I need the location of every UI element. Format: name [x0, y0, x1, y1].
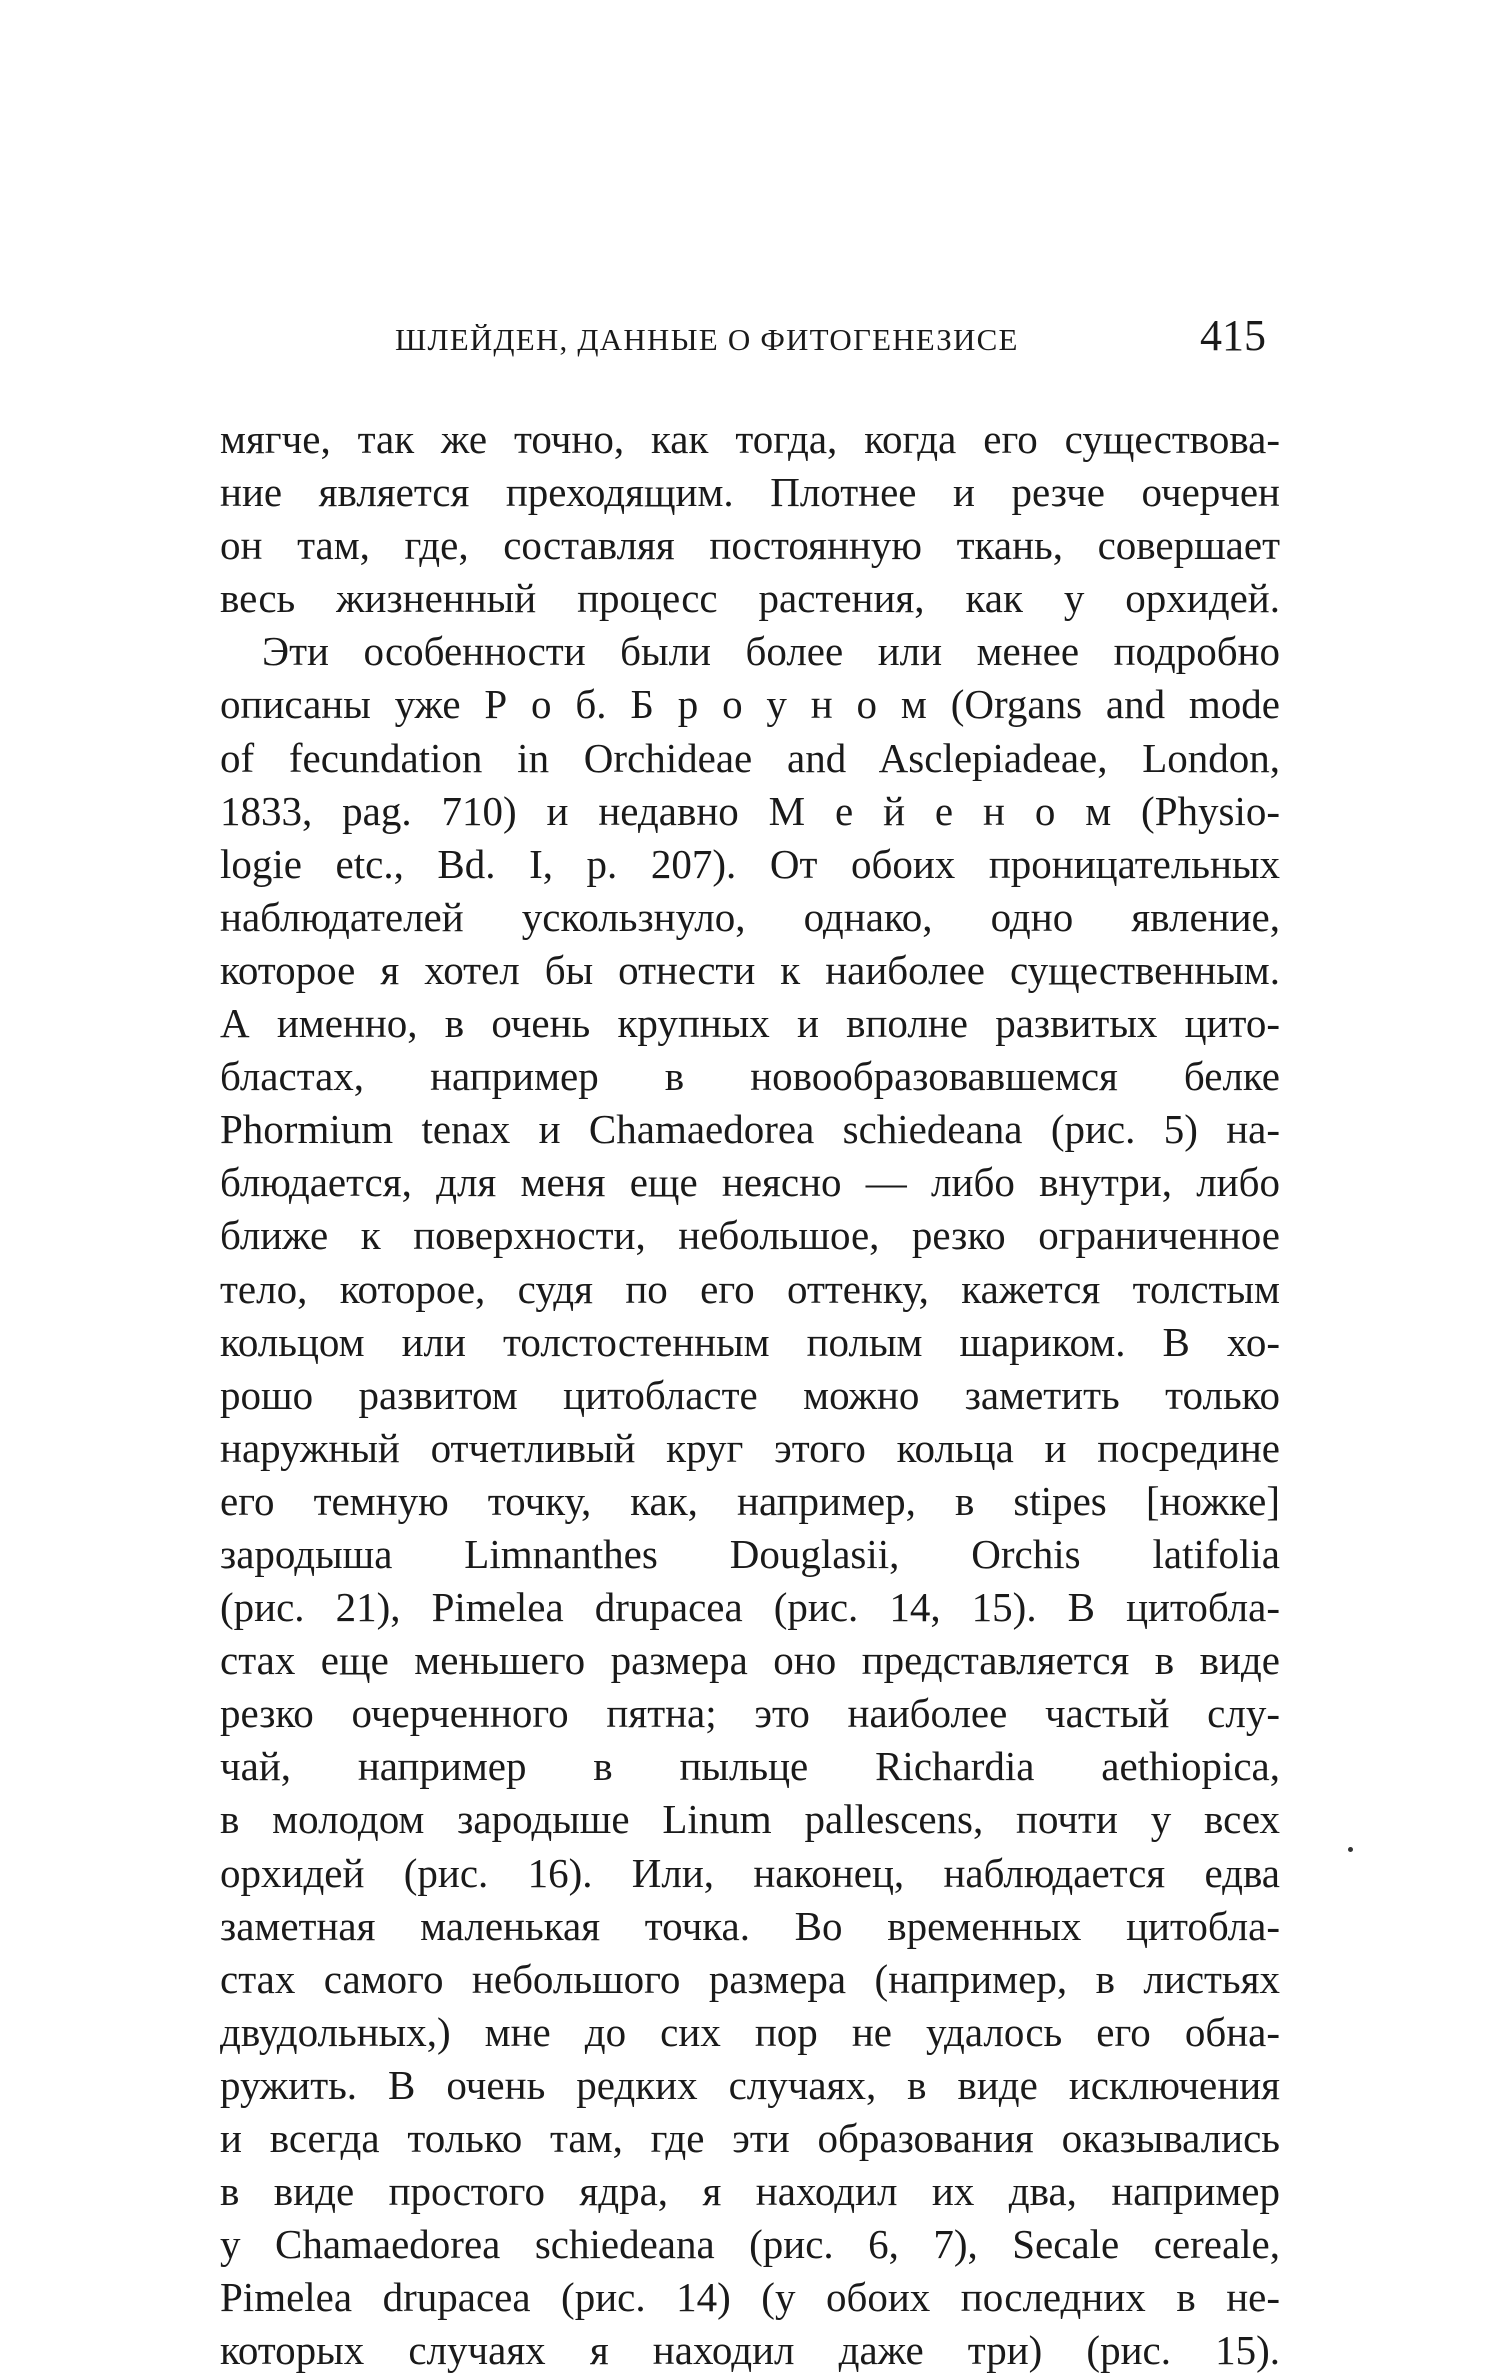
text-line: наружный отчетливый круг этого кольца и посредине — [220, 1424, 1280, 1471]
text-line: которых случаях я находил даже три) (рис. 15). — [220, 2327, 1280, 2374]
text-line: ближе к поверхности, небольшое, резко ограниченное — [220, 1212, 1280, 1259]
text-line: описаны уже Р о б. Б р о у н о м (Organs and mode — [220, 681, 1280, 728]
margin-dot-mark — [1348, 1847, 1353, 1852]
text-line: весь жизненный процесс растения, как у орхидей. — [220, 575, 1280, 622]
text-line: заметная маленькая точка. Во временных цитобла- — [220, 1902, 1280, 1949]
text-line: Pimelea drupacea (рис. 14) (у обоих последних в не- — [220, 2274, 1280, 2321]
text-line: двудольных,) мне до сих пор не удалось его обна- — [220, 2008, 1280, 2055]
text-line: рошо развитом цитобласте можно заметить только — [220, 1371, 1280, 1418]
text-line: стах еще меньшего размера оно представляется в виде — [220, 1637, 1280, 1684]
text-line: 1833, pag. 710) и недавно М е й е н о м (Physio- — [220, 787, 1280, 834]
text-line: у Chamaedorea schiedeana (рис. 6, 7), Secale cereale, — [220, 2221, 1280, 2268]
text-line: ние является преходящим. Плотнее и резче очерчен — [220, 469, 1280, 516]
text-line: мягче, так же точно, как тогда, когда его существова- — [220, 416, 1280, 462]
text-line: А именно, в очень крупных и вполне развитых цито- — [220, 1000, 1280, 1047]
text-line: он там, где, составляя постоянную ткань, совершает — [220, 522, 1280, 569]
text-line: орхидей (рис. 16). Или, наконец, наблюдается едва — [220, 1849, 1280, 1896]
text-line: тело, которое, судя по его оттенку, кажется толстым — [220, 1265, 1280, 1312]
text-line: кольцом или толстостенным полым шариком. В хо- — [220, 1318, 1280, 1365]
text-line: чай, например в пыльце Richardia aethiopica, — [220, 1743, 1280, 1790]
text-line: и всегда только там, где эти образования оказывались — [220, 2115, 1280, 2161]
text-line: резко очерченного пятна; это наиболее частый слу- — [220, 1690, 1280, 1737]
text-line: блюдается, для меня еще неясно — либо внутри, либо — [220, 1159, 1280, 1206]
paragraph-start-line: Эти особенности были более или менее подробно — [262, 628, 1280, 675]
text-line: которое я хотел бы отнести к наиболее существенным. — [220, 946, 1280, 993]
running-header-title: ШЛЕЙДЕН, ДАННЫЕ О ФИТОГЕНЕЗИСЕ — [395, 322, 1019, 357]
text-line: стах самого небольшого размера (например, в листьях — [220, 1955, 1280, 2002]
text-line: в виде простого ядра, я находил их два, например — [220, 2168, 1280, 2215]
text-line: Phormium tenax и Chamaedorea schiedeana (рис. 5) на- — [220, 1106, 1280, 1153]
text-line: of fecundation in Orchideae and Asclepiadeae, London, — [220, 734, 1280, 781]
text-line: logie etc., Bd. I, p. 207). От обоих проницательных — [220, 840, 1280, 887]
text-line: его темную точку, как, например, в stipes [ножке] — [220, 1477, 1280, 1524]
text-line: бластах, например в новообразовавшемся белке — [220, 1053, 1280, 1100]
text-line: ружить. В очень редких случаях, в виде исключения — [220, 2061, 1280, 2108]
page-number: 415 — [1200, 311, 1266, 360]
text-line: наблюдателей ускользнуло, однако, одно явление, — [220, 893, 1280, 940]
text-line: в молодом зародыше Linum pallescens, почти у всех — [220, 1796, 1280, 1843]
text-line: (рис. 21), Pimelea drupacea (рис. 14, 15). В цитобла- — [220, 1584, 1280, 1631]
text-line: зародыша Limnanthes Douglasii, Orchis latifolia — [220, 1530, 1280, 1577]
body-text — [220, 413, 1280, 2377]
